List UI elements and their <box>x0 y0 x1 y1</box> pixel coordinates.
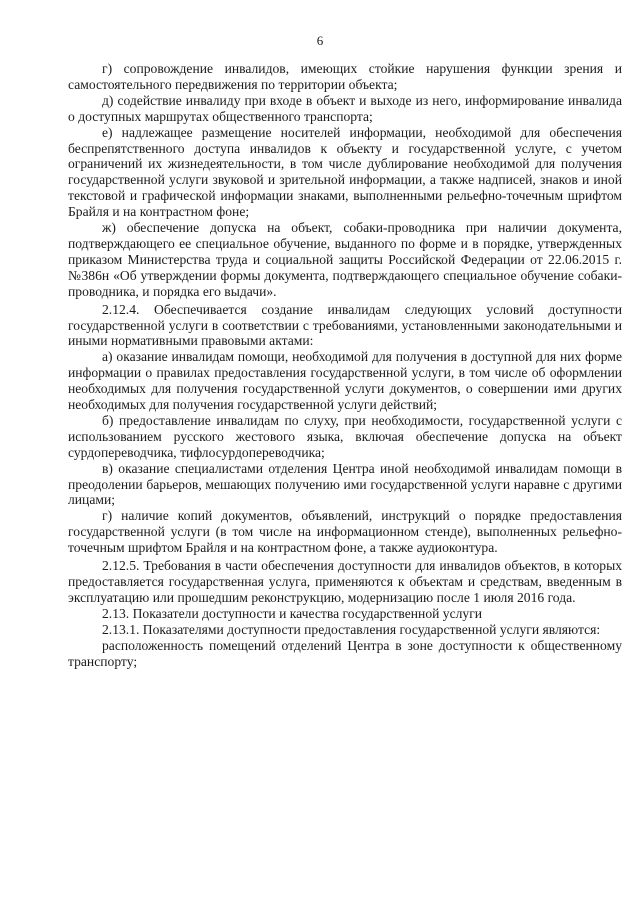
section-heading: 2.13. Показатели доступности и качества государственной услуги <box>102 605 483 621</box>
paragraph: е) надлежащее размещение носителей информации, необходимой для обеспечения беспрепятственного доступа инвалидов к объекту и государственной услуге, с учетом ограничений их жизнедеятельности, в том числе дублирование необходимой для получения государственной услуги звуковой и зрительной информации, а также надписей, знаков и иной текстовой и графической информации знаками, выполненными рельефно-точечным шрифтом Брайля и на контрастном фоне; <box>68 124 622 220</box>
paragraph: 2.12.5. Требования в части обеспечения доступности для инвалидов объектов, в которых предоставляется государственная услуга, применяются к объектам и средствам, введенным в эксплуатацию или прошедшим реконструкцию, модернизацию после 1 июля 2016 года. <box>68 558 622 605</box>
paragraph: б) предоставление инвалидам по слуху, при необходимости, государственной услуги с использованием русского жестового языка, включая обеспечение допуска на объект сурдопереводчика, тифлосурдопереводчика; <box>68 412 622 460</box>
paragraph: 2.13.1. Показателями доступности предоставления государственной услуги являются: <box>102 621 601 637</box>
paragraph: г) наличие копий документов, объявлений, инструкций о порядке предоставления государственной услуги (в том числе на информационном стенде), выполненных рельефно-точечным шрифтом Брайля и на контрастном фоне, а также аудиоконтура. <box>68 508 622 556</box>
paragraph: а) оказание инвалидам помощи, необходимой для получения в доступной для них форме информации о правилах предоставления государственной услуги, в том числе об оформлении необходимых для получения государственной услуги документов, о совершении ими других необходимых для получения государственной услуги действий; <box>68 349 622 413</box>
paragraph: 2.12.4. Обеспечивается создание инвалидам следующих условий доступности государственной услуги в соответствии с требованиями, установленными законодательными и иными нормативными правовыми актами: <box>68 301 622 349</box>
paragraph: ж) обеспечение допуска на объект, собаки-проводника при наличии документа, подтверждающего ее специальное обучение, выданного по форме и в порядке, утвержденных приказом Министерства труда и социальной защиты Российской Федерации от 22.06.2015 г. №386н «Об утверждении формы документа, подтверждающего специальное обучение собаки-проводника, и порядка его выдачи». <box>68 220 622 299</box>
paragraph: в) оказание специалистами отделения Центра иной необходимой инвалидам помощи в преодолении барьеров, мешающих получению ими государственной услуги наравне с другими лицами; <box>68 460 622 508</box>
paragraph: г) сопровождение инвалидов, имеющих стойкие нарушения функции зрения и самостоятельного передвижения по территории объекта; <box>68 61 622 92</box>
paragraph: д) содействие инвалиду при входе в объект и выходе из него, информирование инвалида о доступных маршрутах общественного транспорта; <box>68 92 622 124</box>
page-number: 6 <box>316 33 324 48</box>
paragraph: расположенность помещений отделений Центра в зоне доступности к общественному транспорту; <box>68 637 622 669</box>
document-body <box>68 61 622 669</box>
